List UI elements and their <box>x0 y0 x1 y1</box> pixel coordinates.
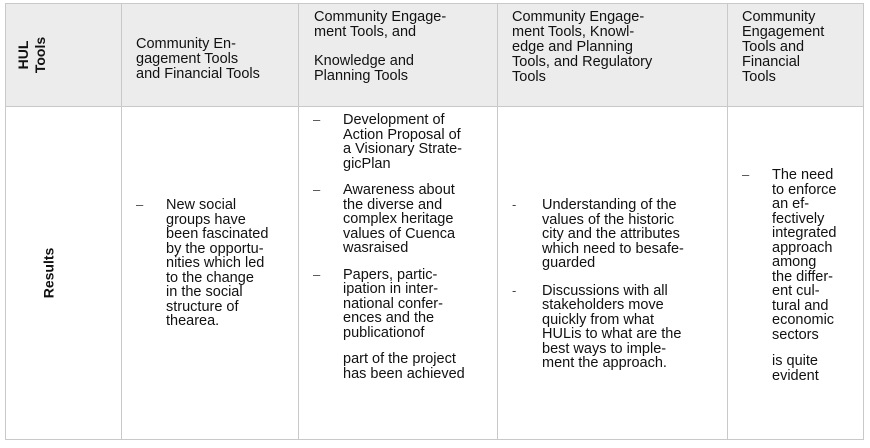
header-line: Tools <box>512 69 546 85</box>
header-line: Community <box>742 9 816 25</box>
dash-marker: – <box>742 167 750 182</box>
text-line: complex heritage <box>343 211 454 227</box>
header-line: Community Engage- <box>314 9 447 25</box>
text-line: thearea. <box>166 313 220 329</box>
header-line: Tools, and Regulatory <box>512 54 653 70</box>
header-cell-3 <box>498 4 728 107</box>
header-line: ment Tools, and <box>314 24 417 40</box>
dash-marker: – <box>136 197 144 212</box>
text-line: part of the project <box>343 351 456 367</box>
text-line: ences and the <box>343 310 435 326</box>
text-line: Awareness about <box>343 182 455 198</box>
text-line: sectors <box>772 326 819 343</box>
text-line: by the opportu- <box>166 240 264 257</box>
text-line: Development of <box>343 112 445 128</box>
text-line: gicPlan <box>343 155 391 172</box>
text-line: is quite <box>772 353 818 369</box>
text-line: city and the attributes <box>542 226 680 242</box>
text-line: values of the historic <box>542 211 675 228</box>
header-cell-2 <box>299 4 498 107</box>
text-line: in the social <box>166 284 243 300</box>
text-line: to enforce <box>772 181 837 198</box>
header-line: Knowledge and <box>314 53 414 69</box>
results-cell-1 <box>122 107 299 440</box>
results-row <box>6 107 864 440</box>
text-line: tural and <box>772 297 829 314</box>
text-line: to the change <box>166 269 254 286</box>
row-label-hul: HUL <box>15 40 31 70</box>
header-line: Tools and <box>742 39 805 55</box>
header-line: Community En- <box>136 36 236 52</box>
text-line: integrated <box>772 225 837 241</box>
bullet-item <box>742 168 857 342</box>
header-line: Community Engage- <box>512 9 645 25</box>
header-line: Financial <box>742 54 801 70</box>
text-line: New social <box>166 197 237 213</box>
text-line: the diverse and <box>343 196 443 213</box>
text-line: ent cul- <box>772 283 820 299</box>
text-line: Understanding of the <box>542 197 677 213</box>
header-line: Planning Tools <box>314 68 409 84</box>
text-line: has been achieved <box>343 365 465 382</box>
text-line: evident <box>772 367 819 384</box>
text-line: publicationof <box>343 324 425 341</box>
bullet-item <box>313 113 491 171</box>
results-cell-4 <box>728 107 864 440</box>
text-line: which need to besafe- <box>542 240 684 257</box>
text-line: values of Cuenca <box>343 225 456 242</box>
text-line: Discussions with all <box>542 282 668 299</box>
text-line: nities which led <box>166 255 265 271</box>
text-line: structure of <box>166 298 239 315</box>
results-cell-2 <box>299 107 498 440</box>
text-line: stakeholders move <box>542 297 664 313</box>
header-line: and Financial Tools <box>136 66 260 82</box>
results-cell-3 <box>498 107 728 440</box>
text-line: quickly from what <box>542 311 655 328</box>
text-line: guarded <box>542 255 596 271</box>
text-line: the differ- <box>772 268 833 285</box>
bullet-item <box>136 198 292 329</box>
text-line: Action Proposal of <box>343 126 461 143</box>
text-line: an ef- <box>772 196 810 212</box>
dash-marker: – <box>313 182 321 197</box>
text-line: among <box>772 254 817 270</box>
header-cell-1 <box>122 4 299 107</box>
bullet-item <box>512 284 721 371</box>
text-line: Papers, partic- <box>343 266 438 283</box>
row-label-tools: Tools <box>32 36 48 74</box>
text-line: The need <box>772 167 834 183</box>
text-line: national confer- <box>343 295 443 312</box>
bullet-item <box>313 183 491 256</box>
header-line: Tools <box>742 69 776 85</box>
bullet-item <box>313 268 491 341</box>
text-line: HULis to what are the <box>542 326 682 342</box>
header-line: ment Tools, Knowl- <box>512 24 635 40</box>
text-line: groups have <box>166 211 246 228</box>
row-label-results-cell <box>6 107 122 440</box>
text-line: fectively <box>772 210 825 227</box>
dash-marker: – <box>313 266 321 282</box>
header-row <box>6 4 864 107</box>
text-line: been fascinated <box>166 226 269 242</box>
header-cell-4 <box>728 4 864 107</box>
row-label-hul-tools <box>6 4 122 107</box>
dash-marker: - <box>512 282 517 298</box>
text-line: a Visionary Strate- <box>343 141 463 157</box>
row-label-results: Results <box>40 247 57 299</box>
header-line: gagement Tools <box>136 51 239 67</box>
text-line: best ways to imple- <box>542 340 667 357</box>
dash-marker: – <box>313 112 321 127</box>
header-line: Engagement <box>742 24 825 40</box>
hul-tools-table <box>5 3 864 440</box>
text-line: wasraised <box>343 240 409 256</box>
text-line: ment the approach. <box>542 355 667 371</box>
text-line: approach <box>772 239 833 256</box>
bullet-item <box>512 198 721 271</box>
header-line: edge and Planning <box>512 39 633 55</box>
dash-marker: - <box>512 197 517 212</box>
text-line: ipation in inter- <box>343 281 439 297</box>
text-line: economic <box>772 312 835 328</box>
